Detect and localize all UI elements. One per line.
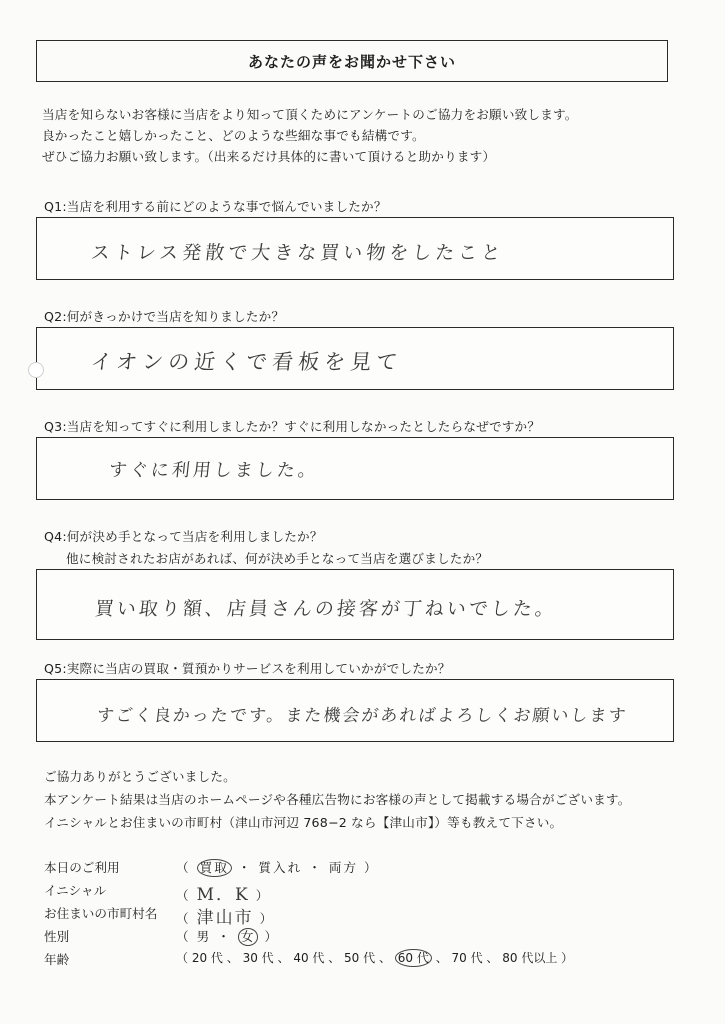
survey-title: あなたの声をお聞かせ下さい [36,40,668,82]
gender-close: ） [264,929,280,944]
intro-line-1: 当店を知らないお客様に当店をより知って頂くためにアンケートのご協力をお願い致します。 [42,107,578,122]
usage-option-shichiire[interactable]: 質入れ [258,860,303,875]
answer-1-box[interactable] [36,217,674,280]
answer-1-text: ストレス発散で大きな買い物をしたこと [89,242,506,264]
question-4-label: Q4:何が決め手となって当店を利用しましたか？ [44,529,323,544]
field-initial [44,880,664,905]
answer-3-box[interactable] [36,437,674,500]
city-close: ） [259,911,275,926]
age-open: （ [176,951,189,965]
city-open: （ [176,911,191,926]
gender-option-female-circled[interactable]: 女 [238,928,259,946]
usage-open: （ [176,860,191,875]
gender-open: （ [176,929,191,944]
answer-2-box[interactable] [36,327,674,390]
question-5-label: Q5:実際に当店の買取・質預かりサービスを利用していかがでしたか？ [44,661,451,676]
answer-3-text: すぐに利用しました。 [107,460,320,481]
usage-close: ） [364,860,379,875]
initial-open: （ [176,888,191,903]
gender-option-male[interactable]: 男 [196,929,212,944]
intro-line-2: 良かったこと嬉しかったこと、どのような些細な事でも結構です。 [42,128,425,143]
usage-sep-1: ・ [237,860,253,875]
thanks-line-3: イニシャルとお住まいの市町村（津山市河辺 768−2 なら【津山市】）等も教えて下さい。 [44,815,563,830]
age-option-40[interactable]: 40 代 [293,951,325,965]
thanks-line-1: ご協力ありがとうございました。 [44,769,236,784]
question-1-label: Q1:当店を利用する前にどのような事で悩んでいましたか？ [44,199,387,214]
field-usage [44,857,664,877]
usage-option-kaitori-circled[interactable]: 買取 [197,859,232,877]
question-2-label: Q2:何がきっかけで当店を知りましたか？ [44,309,285,324]
answer-2-text: イオンの近くで看板を見て [89,350,404,374]
city-label: お住まいの市町村名 [44,906,158,921]
punch-hole [28,362,44,378]
answer-4-box[interactable] [36,569,674,640]
field-age: 年齢 （ 20 代 、 30 代 、 40 代 、 50 代 、 60 代 、 70 代 、 80 代以上 ） [44,951,574,967]
field-gender [44,926,664,946]
city-value[interactable]: 津山市 [196,908,254,928]
question-4-label-2: 他に検討されたお店があれば、何が決め手となって当店を選びましたか？ [66,551,489,566]
age-option-60-circled[interactable]: 60 代 [395,949,432,967]
answer-5-text: すごく良かったです。また機会があればよろしくお願いします [95,706,629,726]
initial-label: イニシャル [44,883,107,898]
age-option-30[interactable]: 30 代 [242,951,274,965]
age-close: ） [561,951,574,965]
field-city [44,903,664,928]
initial-close: ） [255,888,271,903]
usage-option-ryouhou[interactable]: 両方 [328,860,359,875]
intro-line-3: ぜひご協力お願い致します。（出来るだけ具体的に書いて頂けると助かります） [42,149,496,164]
age-label: 年齢 [44,952,70,967]
usage-sep-2: ・ [308,860,323,875]
usage-label: 本日のご利用 [44,860,120,875]
thanks-line-2: 本アンケート結果は当店のホームページや各種広告物にお客様の声として掲載する場合がございます。 [44,792,631,807]
initial-value[interactable]: M．K [196,885,250,905]
gender-sep: ・ [217,929,232,944]
age-option-70[interactable]: 70 代 [451,951,483,965]
age-option-50[interactable]: 50 代 [344,951,376,965]
answer-4-text: 買い取り額、店員さんの接客が丁ねいでした。 [93,598,559,620]
age-option-20[interactable]: 20 代 [191,951,223,965]
answer-5-box[interactable] [36,679,674,742]
question-3-label: Q3:当店を知ってすぐに利用しましたか？すぐに利用しなかったとしたらなぜですか？ [44,419,541,434]
gender-label: 性別 [44,929,70,944]
age-option-80[interactable]: 80 代以上 [502,951,558,965]
